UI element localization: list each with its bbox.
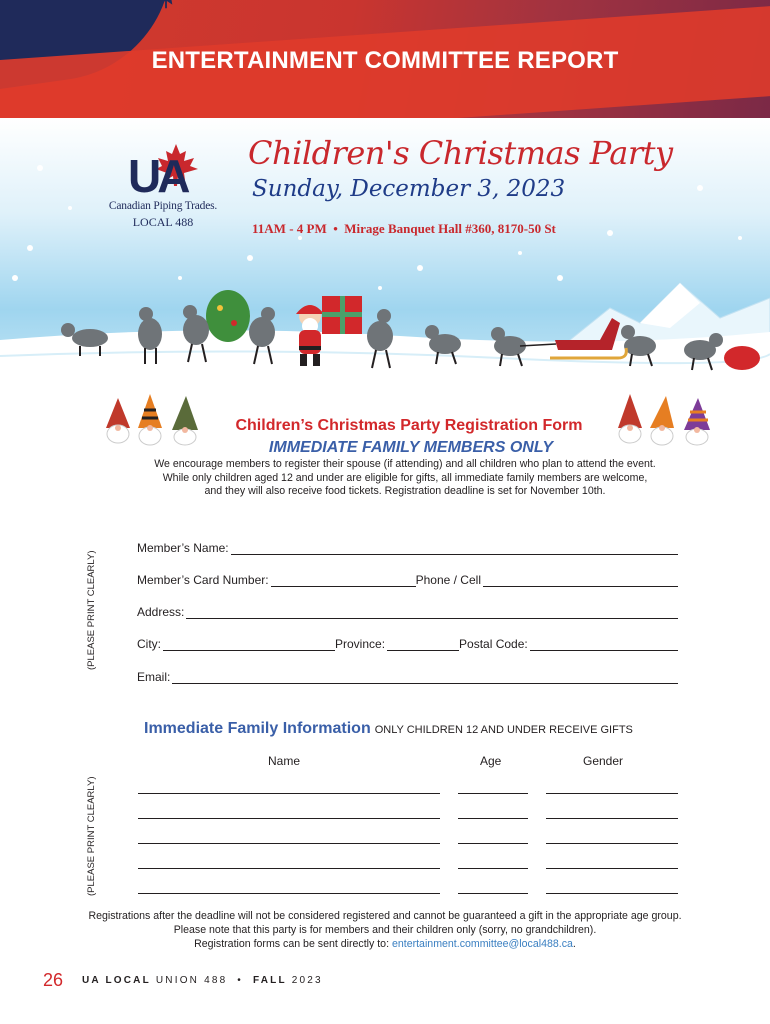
- card-number-label: Member’s Card Number:: [137, 573, 269, 587]
- footnote-suffix: .: [572, 937, 576, 950]
- child-gender-field[interactable]: [546, 868, 678, 869]
- member-name-field[interactable]: [231, 543, 678, 555]
- ua-maple-leaf-logo-icon: [126, 142, 206, 196]
- child-name-field[interactable]: [138, 843, 440, 844]
- form-subtitle: IMMEDIATE FAMILY MEMBERS ONLY: [268, 439, 554, 456]
- phone-label: Phone / Cell: [415, 573, 481, 587]
- city-province-postal-row: [137, 635, 678, 651]
- city-label: City:: [137, 637, 161, 651]
- card-phone-row: [137, 571, 678, 587]
- footer-publication-name: UA LOCAL: [82, 975, 151, 986]
- logo-local-number: LOCAL 488: [132, 215, 194, 229]
- child-name-field[interactable]: [138, 818, 440, 819]
- footer-year: 2023: [286, 975, 323, 986]
- member-name-label: Member’s Name:: [137, 541, 229, 555]
- child-age-field[interactable]: [458, 818, 528, 819]
- footer-union: UNION 488 •: [150, 975, 253, 986]
- child-name-field[interactable]: [138, 868, 440, 869]
- maple-leaf-icon: [148, 0, 184, 10]
- province-field[interactable]: [387, 639, 459, 651]
- form-intro: [128, 458, 682, 499]
- intro-line: We encourage members to register their spouse (if attending) and all children who plan to attend the event.: [154, 458, 656, 470]
- child-name-field[interactable]: [138, 793, 440, 794]
- column-header-gender: Gender: [583, 754, 624, 768]
- family-heading: [144, 720, 633, 738]
- footnote-prefix: Registration forms can be sent directly to:: [194, 937, 392, 950]
- email-label: Email:: [137, 670, 171, 684]
- city-field[interactable]: [163, 639, 335, 651]
- footnote-line: [40, 938, 730, 952]
- footnote-line: Registrations after the deadline will not be considered registered and cannot be guaranteed a gift in the appropriate age group.: [88, 910, 682, 922]
- child-age-field[interactable]: [458, 793, 528, 794]
- event-date: Sunday, December 3, 2023: [252, 176, 566, 202]
- logo-organization-name: Canadian Piping Trades.: [108, 200, 218, 212]
- child-gender-field[interactable]: [546, 793, 678, 794]
- intro-line: and they will also receive food tickets. Registration deadline is set for November 10th.: [204, 485, 606, 498]
- contact-email-link[interactable]: entertainment.committee@local488.ca: [391, 937, 573, 950]
- child-age-field[interactable]: [458, 843, 528, 844]
- footer-season: FALL: [252, 975, 287, 986]
- form-title: Children’s Christmas Party Registration Form: [235, 417, 583, 434]
- province-label: Province:: [335, 637, 386, 651]
- card-number-field[interactable]: [271, 575, 416, 587]
- event-details: 11AM - 4 PM • Mirage Banquet Hall #360, 8170-50 St: [252, 221, 556, 236]
- phone-field[interactable]: [483, 575, 678, 587]
- address-field[interactable]: [186, 607, 678, 619]
- intro-line: While only children aged 12 and under are eligible for gifts, all immediate family members are welcome,: [162, 471, 648, 484]
- address-row: [137, 603, 678, 619]
- postal-code-label: Postal Code:: [459, 637, 528, 651]
- address-label: Address:: [137, 605, 185, 619]
- child-gender-field[interactable]: [546, 893, 678, 894]
- email-field[interactable]: [172, 672, 678, 684]
- child-gender-field[interactable]: [546, 818, 678, 819]
- page-title: ENTERTAINMENT COMMITTEE REPORT: [151, 47, 619, 74]
- print-clearly-note: (PLEASE PRINT CLEARLY): [86, 776, 97, 896]
- member-name-row: [137, 539, 678, 555]
- child-name-field[interactable]: [138, 893, 440, 894]
- email-row: [137, 668, 678, 684]
- footnote-line: Please note that this party is for members and their children only (sorry, no grandchildren).: [173, 923, 597, 936]
- column-header-age: Age: [480, 754, 502, 768]
- footnote: [40, 910, 730, 951]
- family-heading-title: Immediate Family Information: [144, 720, 371, 737]
- print-clearly-note: (PLEASE PRINT CLEARLY): [86, 550, 97, 670]
- header-banner: [0, 0, 770, 118]
- child-age-field[interactable]: [458, 868, 528, 869]
- child-age-field[interactable]: [458, 893, 528, 894]
- svg-text:UA: UA: [128, 150, 187, 196]
- family-heading-note: ONLY CHILDREN 12 AND UNDER RECEIVE GIFTS: [374, 724, 633, 736]
- child-gender-field[interactable]: [546, 843, 678, 844]
- column-header-name: Name: [268, 754, 301, 768]
- footer-publication: [82, 975, 323, 986]
- event-title: Children's Christmas Party: [248, 134, 673, 172]
- postal-code-field[interactable]: [530, 639, 678, 651]
- page-number: 26: [43, 970, 64, 990]
